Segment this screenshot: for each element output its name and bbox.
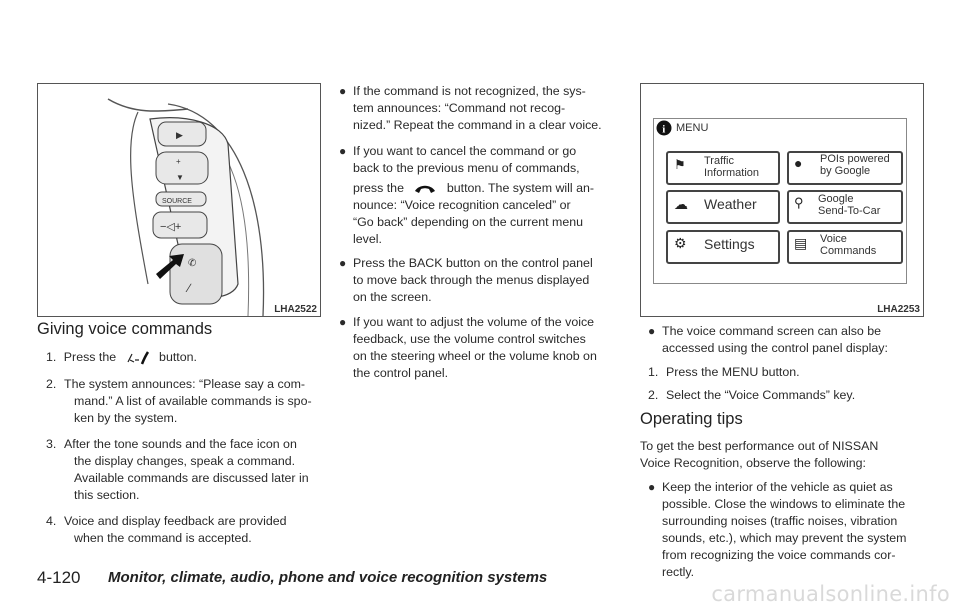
- chapter-title: Monitor, climate, audio, phone and voice recognition systems: [108, 569, 548, 586]
- poi-pin-icon: ●: [794, 155, 803, 171]
- mid-bullet-line: back to the previous menu of commands,: [353, 161, 580, 175]
- svg-text:i: i: [662, 123, 666, 136]
- traffic-label-2: Information: [704, 167, 760, 179]
- step-4-line: Voice and display feedback are provided: [64, 514, 287, 528]
- inline-post: button. The system will an-: [446, 181, 595, 195]
- mid-bullet-inline-line: [353, 180, 594, 197]
- mid-bullet-line: “Go back” depending on the current menu: [353, 215, 584, 229]
- tip-line: Keep the interior of the vehicle as quiet as: [662, 480, 893, 494]
- mid-bullet-line: If the command is not recognized, the sys-: [353, 84, 586, 98]
- mid-bullet-line: the control panel.: [353, 366, 449, 380]
- section-heading-giving-voice-commands: Giving voice commands: [37, 320, 213, 338]
- step-1: [46, 349, 197, 366]
- mid-bullet-line: on the screen.: [353, 290, 432, 304]
- talk-button-icon: [126, 350, 150, 366]
- mid-bullet-line: level.: [353, 232, 382, 246]
- svg-text:−◁+: −◁+: [160, 221, 182, 233]
- step-4-line: when the command is accepted.: [74, 531, 252, 545]
- tip-line: possible. Close the windows to eliminate the: [662, 497, 906, 511]
- step-number: 2.: [46, 377, 57, 391]
- page-number: 4-120: [37, 568, 81, 587]
- steering-switch-figure: [37, 83, 321, 317]
- mid-bullet-line: nounce: “Voice recognition canceled” or: [353, 198, 571, 212]
- step-text-post: button.: [159, 350, 197, 364]
- menu-title: MENU: [676, 122, 709, 134]
- step-2-line: mand.” A list of available commands is spo-: [74, 394, 312, 408]
- step-text-pre: Press the: [63, 350, 117, 364]
- send-to-car-icon: ⚲: [794, 195, 804, 210]
- mid-bullet-line: to move back through the menus displayed: [353, 273, 590, 287]
- mid-bullet-line: If you want to cancel the command or go: [353, 144, 577, 158]
- weather-label: Weather: [704, 196, 757, 212]
- tip-line: sounds, etc.), which may prevent the system: [662, 531, 907, 545]
- traffic-icon: ⚑: [674, 157, 686, 172]
- send-to-car-label-2: Send-To-Car: [818, 205, 881, 217]
- bullet-mark: ●: [339, 144, 347, 158]
- step-3-line: the display changes, speak a command.: [74, 454, 296, 468]
- watermark: carmanualsonline.info: [711, 582, 950, 606]
- mid-bullet-line: feedback, use the volume control switches: [353, 332, 586, 346]
- right-bullet-line: The voice command screen can also be: [662, 324, 882, 338]
- weather-icon: ☁: [674, 196, 688, 212]
- mid-bullet-line: tem announces: “Command not recog-: [353, 101, 566, 115]
- svg-text:▶: ▶: [176, 130, 183, 140]
- svg-text:✆: ✆: [188, 258, 197, 269]
- steering-wheel-switch-illustration: [38, 84, 320, 316]
- step-number: 2.: [648, 388, 659, 402]
- mid-bullet-line: on the steering wheel or the volume knob on: [353, 349, 597, 363]
- bullet-mark: ●: [339, 256, 347, 270]
- settings-label: Settings: [704, 236, 755, 252]
- bullet-mark: ●: [648, 480, 656, 494]
- mid-bullet-line: nized.” Repeat the command in a clear voice.: [353, 118, 602, 132]
- step-3-line: this section.: [74, 488, 140, 502]
- tip-line: from recognizing the voice commands cor-: [662, 548, 896, 562]
- traffic-label-1: Traffic: [704, 155, 734, 167]
- mid-bullet-line: Press the BACK button on the control panel: [353, 256, 593, 270]
- operating-tips-paragraph-line: Voice Recognition, observe the following:: [640, 456, 866, 470]
- step-3-line: After the tone sounds and the face icon on: [64, 437, 297, 451]
- figure-label: LHA2522: [274, 304, 317, 315]
- voice-commands-label-1: Voice: [820, 233, 847, 245]
- svg-text:SOURCE: SOURCE: [162, 198, 192, 205]
- bullet-mark: ●: [339, 315, 347, 329]
- send-to-car-label-1: Google: [818, 193, 854, 205]
- inline-pre: press the: [353, 181, 404, 195]
- poi-label-1: POIs powered: [820, 153, 890, 165]
- tip-line: rectly.: [662, 565, 695, 579]
- step-number: 1.: [46, 350, 57, 364]
- right-bullet-line: accessed using the control panel display:: [662, 341, 888, 355]
- step-number: 1.: [648, 365, 659, 379]
- section-heading-operating-tips: Operating tips: [640, 410, 743, 428]
- svg-text:+: +: [176, 157, 181, 166]
- gear-icon: ⚙: [674, 235, 687, 251]
- bullet-mark: ●: [648, 324, 656, 338]
- operating-tips-paragraph-line: To get the best performance out of NISSAN: [640, 439, 879, 453]
- step-2-line: The system announces: “Please say a com-: [64, 377, 306, 391]
- hang-up-button-icon: [413, 183, 437, 195]
- voice-commands-icon: ▤: [794, 235, 808, 251]
- info-icon: [656, 120, 672, 136]
- bullet-mark: ●: [339, 84, 347, 98]
- step-text: Press the MENU button.: [666, 365, 800, 379]
- step-2-line: ken by the system.: [74, 411, 178, 425]
- svg-text:▼: ▼: [176, 173, 184, 182]
- voice-commands-label-2: Commands: [820, 245, 877, 257]
- step-text: Select the “Voice Commands” key.: [666, 388, 856, 402]
- step-3-line: Available commands are discussed later in: [74, 471, 309, 485]
- figure-label: LHA2253: [877, 304, 920, 315]
- svg-text:∕: ∕: [188, 281, 191, 295]
- step-number: 3.: [46, 437, 57, 451]
- tip-line: surrounding noises (traffic noises, vibration: [662, 514, 898, 528]
- step-number: 4.: [46, 514, 57, 528]
- mid-bullet-line: If you want to adjust the volume of the voice: [353, 315, 595, 329]
- poi-label-2: by Google: [820, 165, 871, 177]
